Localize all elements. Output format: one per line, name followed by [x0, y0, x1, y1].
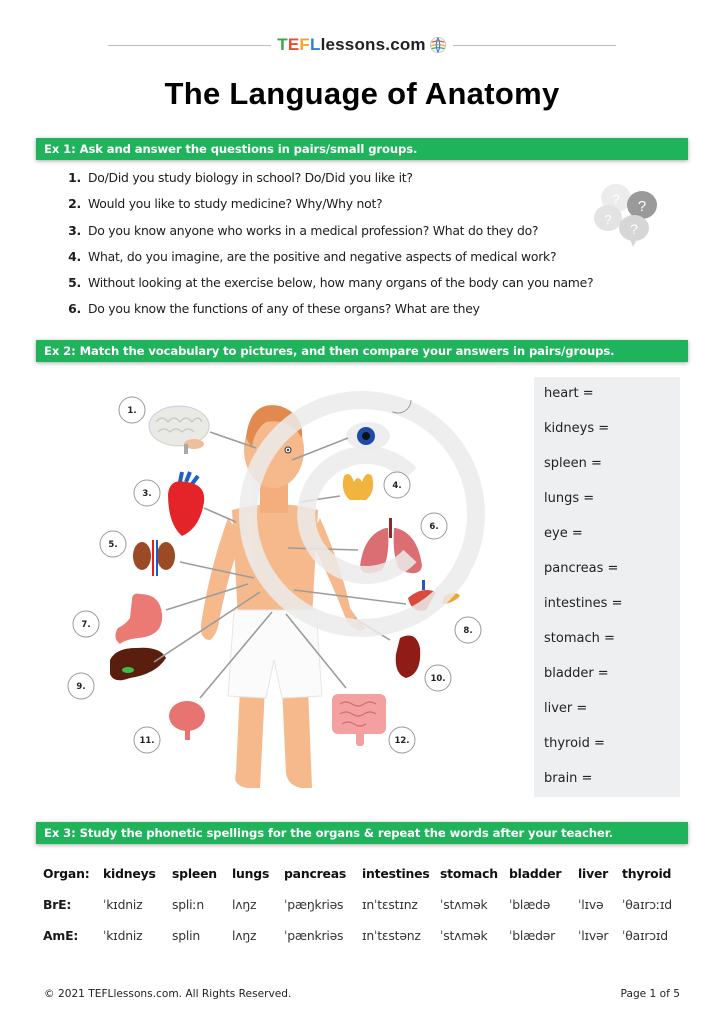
phonetic-cell: lʌŋz: [232, 928, 257, 943]
row-label: Organ:: [43, 866, 90, 881]
question-item: [66, 223, 593, 249]
stomach-icon: [115, 594, 162, 644]
divider-left: [108, 45, 271, 46]
question-item: [66, 301, 593, 327]
phonetic-cell: ˈstʌmək: [440, 897, 488, 912]
phonetic-cell: spliːn: [172, 897, 205, 912]
vocab-item-heart: heart =: [544, 386, 594, 401]
vocab-item-brain: brain =: [544, 771, 593, 786]
liver-icon: [110, 648, 166, 681]
question-text: Do/Did you study biology in school? Do/Did you like it?: [88, 170, 413, 185]
svg-text:?: ?: [630, 221, 638, 237]
label-10: [425, 665, 451, 691]
phonetic-cell: ˈpæŋkriəs: [284, 897, 344, 912]
phonetic-cell: lʌŋz: [232, 897, 257, 912]
svg-text:9.: 9.: [76, 682, 86, 692]
phonetic-cell: ˈkɪdniz: [103, 897, 143, 912]
svg-text:?: ?: [637, 198, 647, 215]
question-number: 1.: [68, 170, 81, 185]
phonetics-table: [43, 858, 672, 951]
svg-text:?: ?: [612, 191, 620, 207]
row-label: BrE:: [43, 897, 72, 912]
brand-letter-e: E: [287, 35, 300, 54]
brand-letter-l: L: [309, 35, 321, 54]
brand-text: lessons.com: [320, 35, 426, 54]
globe-icon: [429, 36, 447, 54]
label-11: [134, 727, 160, 753]
organ-cell: pancreas: [284, 866, 347, 881]
label-9: [68, 673, 94, 699]
question-number: 3.: [68, 222, 81, 238]
phonetic-cell: ˈstʌmək: [440, 928, 488, 943]
svg-text:10.: 10.: [430, 674, 446, 684]
question-text: Do you know anyone who works in a medical profession? What do they do?: [88, 222, 539, 238]
page-footer: [44, 988, 680, 1000]
svg-text:5.: 5.: [108, 540, 118, 550]
page-title: The Language of Anatomy: [164, 76, 560, 111]
brain-icon: [149, 406, 209, 454]
vocab-item-pancreas: pancreas =: [544, 561, 619, 576]
question-number: 2.: [68, 196, 81, 212]
svg-text:1.: 1.: [127, 406, 137, 416]
ex3-heading: Ex 3: Study the phonetic spellings for the organs & repeat the words after your teacher.: [36, 822, 688, 844]
svg-text:7.: 7.: [81, 620, 91, 630]
question-text: Do you know the functions of any of these organs? What are they: [88, 301, 480, 317]
label-8: [455, 617, 481, 643]
brand-logo: [271, 35, 453, 55]
phonetic-cell: ˈlɪvə: [578, 897, 604, 912]
question-item: [66, 170, 593, 196]
divider-right: [453, 45, 616, 46]
page-number: Page 1 of 5: [620, 988, 680, 1000]
ex1-heading: Ex 1: Ask and answer the questions in pairs/small groups.: [36, 138, 688, 160]
organ-cell: stomach: [440, 866, 498, 881]
svg-text:8.: 8.: [463, 626, 473, 636]
vocab-item-intestines: intestines =: [544, 596, 623, 611]
question-number: 4.: [68, 248, 81, 264]
brand-letter-t: T: [277, 35, 288, 54]
label-4: [384, 472, 410, 498]
svg-text:12.: 12.: [394, 736, 410, 746]
vocab-item-thyroid: thyroid =: [544, 736, 605, 751]
phonetic-cell: ˈblædər: [509, 928, 556, 943]
ame-row: [43, 920, 672, 951]
vocab-item-lungs: lungs =: [544, 491, 595, 506]
phonetic-cell: ˈblædə: [509, 897, 551, 912]
spleen-icon: [396, 636, 421, 678]
svg-text:4.: 4.: [392, 481, 402, 491]
organ-cell: kidneys: [103, 866, 156, 881]
ex2-heading: Ex 2: Match the vocabulary to pictures, and then compare your answers in pairs/groups.: [36, 340, 688, 362]
question-item: [66, 196, 593, 222]
organ-cell: lungs: [232, 866, 270, 881]
label-5: [100, 531, 126, 557]
question-number: 5.: [68, 275, 81, 291]
question-number: 6.: [68, 301, 81, 317]
label-12: [389, 727, 415, 753]
phonetic-cell: ɪnˈtɛstənz: [362, 928, 421, 943]
thyroid-icon: [343, 474, 373, 500]
vocab-item-kidneys: kidneys =: [544, 421, 610, 436]
heart-icon: [168, 472, 204, 536]
phonetic-cell: ˈθaɪrɔɪd: [622, 928, 668, 943]
svg-text:?: ?: [604, 212, 612, 227]
phonetic-cell: ˈkɪdniz: [103, 928, 143, 943]
label-3: [134, 480, 160, 506]
kidneys-icon: [133, 540, 175, 576]
svg-text:3.: 3.: [142, 489, 152, 499]
question-bubbles-icon: [592, 180, 658, 248]
vocab-item-stomach: stomach =: [544, 631, 615, 646]
question-text: Would you like to study medicine? Why/Why not?: [88, 196, 383, 212]
label-7: [73, 611, 99, 637]
phonetic-cell: ˈθaɪrɔːɪd: [622, 897, 672, 912]
brand-letter-f: F: [299, 35, 310, 54]
phonetic-cell: ˈpænkriəs: [284, 928, 344, 943]
vocab-item-bladder: bladder =: [544, 666, 609, 681]
question-text: Without looking at the exercise below, how many organs of the body can you name?: [88, 275, 594, 291]
phonetic-cell: splin: [172, 928, 201, 943]
eye-icon: [346, 422, 390, 450]
vocab-item-spleen: spleen =: [544, 456, 602, 471]
phonetic-cell: ˈlɪvər: [578, 928, 609, 943]
question-item: [66, 275, 593, 301]
label-1: [119, 397, 145, 423]
copyright-text: © 2021 TEFLlessons.com. All Rights Reserved.: [44, 988, 292, 1000]
phonetic-cell: ɪnˈtɛstɪnz: [362, 897, 418, 912]
row-label: AmE:: [43, 928, 79, 943]
vocab-list: [534, 377, 680, 797]
question-text: What, do you imagine, are the positive and negative aspects of medical work?: [88, 248, 557, 264]
brand-header: [108, 34, 616, 56]
svg-text:11.: 11.: [139, 736, 155, 746]
organ-cell: intestines: [362, 866, 430, 881]
intestines-icon: [332, 694, 386, 746]
label-6: [421, 513, 447, 539]
bladder-icon: [169, 701, 205, 740]
bre-row: [43, 889, 672, 920]
question-item: [66, 249, 593, 275]
svg-text:6.: 6.: [429, 522, 439, 532]
vocab-item-liver: liver =: [544, 701, 588, 716]
organ-cell: liver: [578, 866, 609, 881]
vocab-item-eye: eye =: [544, 526, 583, 541]
organ-cell: thyroid: [622, 866, 672, 881]
organ-row: [43, 858, 672, 889]
anatomy-diagram: [60, 378, 530, 798]
organ-cell: spleen: [172, 866, 217, 881]
organ-cell: bladder: [509, 866, 562, 881]
ex1-question-list: [66, 170, 593, 328]
